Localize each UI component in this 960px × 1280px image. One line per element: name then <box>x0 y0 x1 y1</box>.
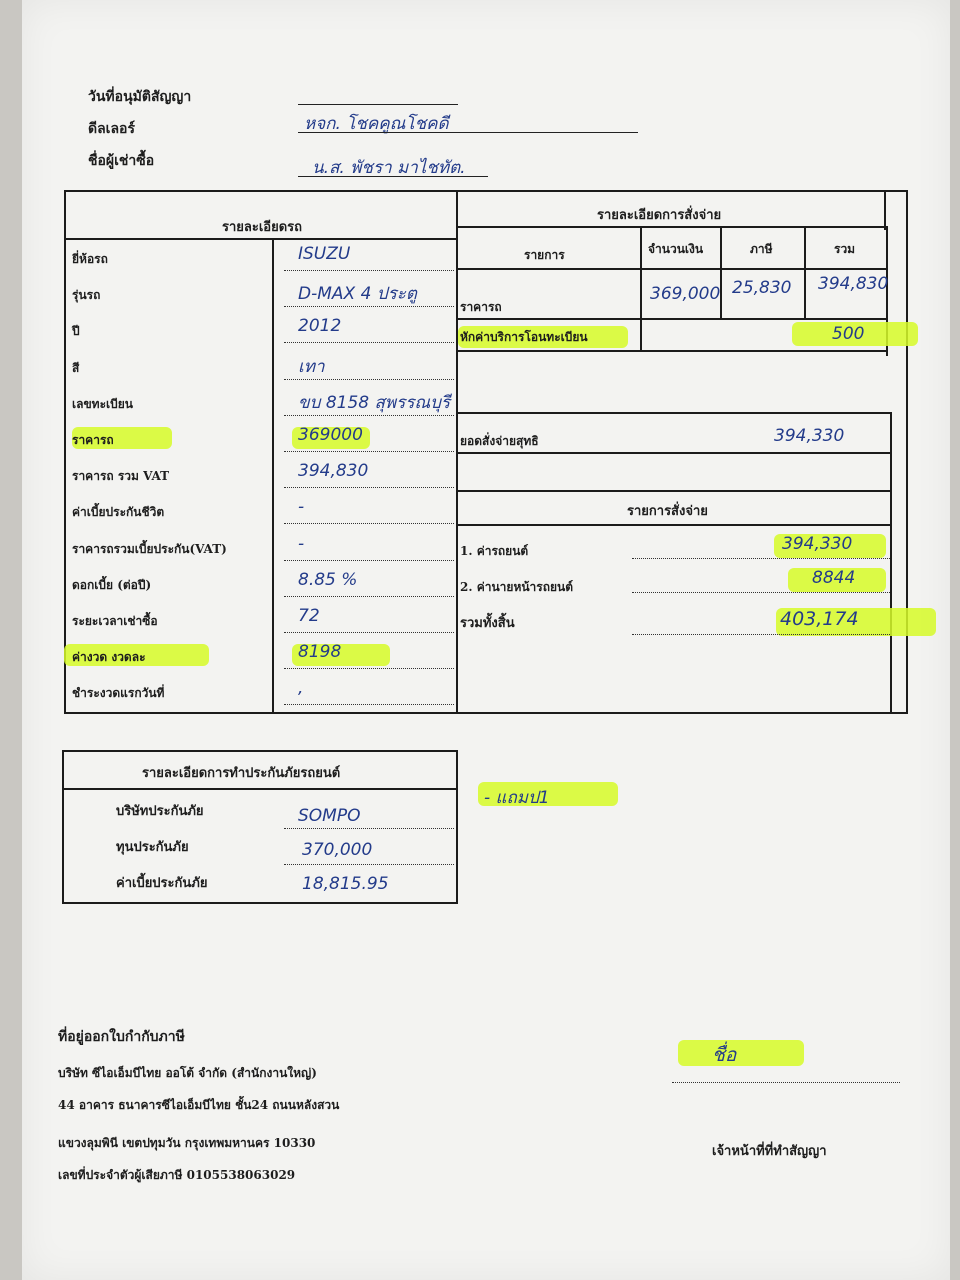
orders-top-divider <box>456 490 892 492</box>
car-row-line <box>284 632 454 633</box>
dealer-line <box>298 132 638 133</box>
car-row-line <box>284 596 454 597</box>
row-deduct-label: หักค่าบริการโอนทะเบียน <box>460 330 588 344</box>
contract-sheet <box>22 0 950 1280</box>
car-row-value: - <box>298 497 305 518</box>
car-row-label: ยี่ห้อรถ <box>72 252 108 266</box>
order-1-value: 394,330 <box>782 534 853 554</box>
insurance-title-divider <box>64 788 456 790</box>
car-row-value: 2012 <box>298 316 342 337</box>
orders-title: รายการสั่งจ่าย <box>627 504 708 519</box>
order-1-label: 1. ค่ารถยนต์ <box>460 544 529 558</box>
lessee-label: ชื่อผู้เช่าซื้อ <box>88 153 155 169</box>
footer-line-2: 44 อาคาร ธนาคารซีไอเอ็มบีไทย ชั้น24 ถนนหลังสวน <box>58 1098 340 1112</box>
insurance-sum-value: 370,000 <box>302 840 373 860</box>
row-price-tax: 25,830 <box>732 278 792 298</box>
payment-header-divider <box>456 268 886 270</box>
car-row-value: 394,830 <box>298 461 369 482</box>
net-top-divider <box>456 412 892 414</box>
car-row-line <box>284 487 454 488</box>
price-row-divider <box>456 318 888 320</box>
car-row-line <box>284 342 454 343</box>
car-row-label: ราคารถรวมเบี้ยประกัน(VAT) <box>72 541 227 556</box>
order-2-label: 2. ค่านายหน้ารถยนต์ <box>460 580 574 594</box>
approval-date-line <box>298 104 458 105</box>
car-row-label: ดอกเบี้ย (ต่อปี) <box>72 577 152 592</box>
row-price-label: ราคารถ <box>460 300 502 314</box>
car-row-label: เลขทะเบียน <box>72 396 133 411</box>
car-row-label: ราคารถ รวม VAT <box>72 469 170 484</box>
car-row-value: 8198 <box>298 642 342 663</box>
insurance-sum-label: ทุนประกันภัย <box>116 840 189 855</box>
car-row-value: D-MAX 4 ประตู <box>298 284 417 305</box>
car-row-value: เทา <box>298 356 325 377</box>
car-row-label: ค่างวด งวดละ <box>72 650 146 665</box>
car-row-value: 72 <box>298 606 320 626</box>
insurance-premium-value: 18,815.95 <box>302 874 389 894</box>
car-row-label: ชำระงวดแรกวันที่ <box>72 686 165 701</box>
footer-line-1: บริษัท ซีไอเอ็มบีไทย ออโต้ จำกัด (สำนักงานใหญ่) <box>58 1066 317 1080</box>
car-row-value: 8.85 % <box>298 569 358 590</box>
insurance-premium-label: ค่าเบี้ยประกันภัย <box>116 876 208 891</box>
car-row-label: ค่าเบี้ยประกันชีวิต <box>72 505 165 520</box>
col-total: รวม <box>834 242 856 256</box>
car-row-value: 369000 <box>298 425 363 445</box>
lower-right-edge <box>890 412 892 712</box>
car-row-value: ISUZU <box>298 244 351 264</box>
car-row-line <box>284 523 454 524</box>
order-total-value: 403,174 <box>780 608 859 630</box>
insurance-company-line <box>284 828 454 829</box>
order-total-line <box>632 634 890 635</box>
car-row-value: - <box>298 533 305 554</box>
car-row-label: ราคารถ <box>72 433 114 447</box>
lessee-value: น.ส. พัชรา มาไชทัต. <box>312 158 466 178</box>
lessee-line <box>298 176 488 177</box>
car-row-line <box>284 668 454 669</box>
car-row-label: รุ่นรถ <box>72 288 101 303</box>
payment-title-divider <box>456 226 886 228</box>
footer-line-4: เลขที่ประจำตัวผู้เสียภาษี 0105538063029 <box>58 1168 296 1182</box>
order-1-line <box>632 558 890 559</box>
car-row-line <box>284 270 454 271</box>
amount-col-divider <box>640 228 642 350</box>
dealer-label: ดีลเลอร์ <box>88 121 135 137</box>
car-row-label: สี <box>72 360 80 375</box>
insurance-note: - แถมป1 <box>484 788 550 808</box>
car-row-value: ขบ 8158 สุพรรณบุรี <box>298 392 451 413</box>
tax-col-divider <box>720 228 722 318</box>
net-label: ยอดสั่งจ่ายสุทธิ <box>460 434 539 448</box>
signature-highlight <box>678 1040 804 1066</box>
insurance-title: รายละเอียดการทำประกันภัยรถยนต์ <box>142 766 341 781</box>
col-tax: ภาษี <box>750 242 773 256</box>
total-col-divider <box>804 228 806 318</box>
orders-title-divider <box>456 524 892 526</box>
officer-label: เจ้าหน้าที่ที่ทำสัญญา <box>712 1144 827 1159</box>
footer-line-3: แขวงลุมพินี เขตปทุมวัน กรุงเทพมหานคร 10330 <box>58 1136 316 1150</box>
col-amount: จำนวนเงิน <box>648 242 704 256</box>
row-price-amount: 369,000 <box>650 284 721 304</box>
car-row-line <box>284 306 454 307</box>
row-deduct-total: 500 <box>832 324 865 344</box>
insurance-sum-line <box>284 864 454 865</box>
car-row-label: ระยะเวลาเช่าซื้อ <box>72 614 158 628</box>
car-row-line <box>284 560 454 561</box>
insurance-company-value: SOMPO <box>298 806 361 826</box>
net-value: 394,330 <box>774 426 845 446</box>
car-row-line <box>284 704 454 705</box>
payment-title-edge <box>884 190 886 230</box>
order-2-line <box>632 592 890 593</box>
dealer-value: หจก. โชคคูณโชคดี <box>304 114 449 134</box>
car-row-line <box>284 379 454 380</box>
car-title-divider <box>66 238 456 240</box>
payment-section-title: รายละเอียดการสั่งจ่าย <box>597 208 722 223</box>
footer-title: ที่อยู่ออกใบกำกับภาษี <box>58 1029 185 1045</box>
car-section-title: รายละเอียดรถ <box>222 220 303 235</box>
car-row-label: ปี <box>72 324 80 339</box>
row-price-total: 394,830 <box>818 274 889 294</box>
signature-line <box>672 1082 900 1083</box>
col-item: รายการ <box>524 248 565 262</box>
car-row-line <box>284 451 454 452</box>
net-bottom-divider <box>456 452 892 454</box>
car-row-value: , <box>298 678 304 699</box>
order-2-value: 8844 <box>812 568 856 588</box>
signature: ชื่อ <box>712 1044 737 1066</box>
car-row-line <box>284 415 454 416</box>
deduct-row-divider <box>456 350 888 352</box>
approval-date-label: วันที่อนุมัติสัญญา <box>88 89 192 105</box>
car-col-divider <box>272 240 274 712</box>
order-total-label: รวมทั้งสิ้น <box>460 616 515 631</box>
insurance-company-label: บริษัทประกันภัย <box>116 804 204 819</box>
